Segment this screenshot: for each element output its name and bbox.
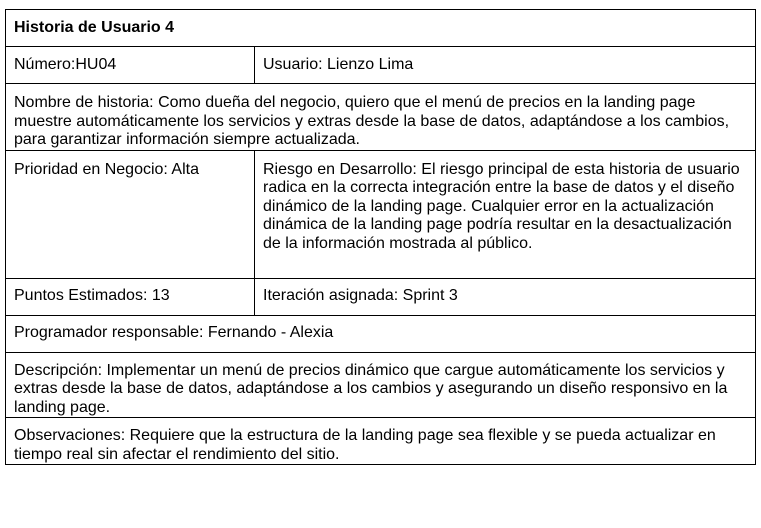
story-observations: Observaciones: Requiere que la estructura de la landing page sea flexible y se pueda actualizar en tiempo real sin afectar el rendimiento del sitio. xyxy=(6,418,756,465)
programmer-row xyxy=(6,315,756,352)
number-user-row xyxy=(6,47,756,84)
description-row xyxy=(6,352,756,418)
estimated-points: Puntos Estimados: 13 xyxy=(6,278,255,315)
story-name: Nombre de historia: Como dueña del negocio, quiero que el menú de precios en la landing page muestre automáticamente los servicios y extras desde la base de datos, adaptándose a los cambios, para garantizar información siempre actualizada. xyxy=(6,84,756,151)
story-number: Número:HU04 xyxy=(6,47,255,84)
story-name-row xyxy=(6,84,756,151)
story-title: Historia de Usuario 4 xyxy=(6,10,756,47)
priority-risk-row xyxy=(6,150,756,278)
business-priority: Prioridad en Negocio: Alta xyxy=(6,150,255,278)
responsible-programmer: Programador responsable: Fernando - Alexia xyxy=(6,315,756,352)
story-user: Usuario: Lienzo Lima xyxy=(255,47,756,84)
story-description: Descripción: Implementar un menú de precios dinámico que cargue automáticamente los servicios y extras desde la base de datos, adaptándose a los cambios y asegurando un diseño responsivo en la landing page. xyxy=(6,352,756,418)
user-story-table xyxy=(5,9,756,465)
development-risk: Riesgo en Desarrollo: El riesgo principal de esta historia de usuario radica en la correcta integración entre la base de datos y el diseño dinámico de la landing page. Cualquier error en la actualización dinámica de la landing page podría resultar en la desactualización de la información mostrada al público. xyxy=(255,150,756,278)
assigned-iteration: Iteración asignada: Sprint 3 xyxy=(255,278,756,315)
points-iteration-row xyxy=(6,278,756,315)
title-row xyxy=(6,10,756,47)
observations-row xyxy=(6,418,756,465)
